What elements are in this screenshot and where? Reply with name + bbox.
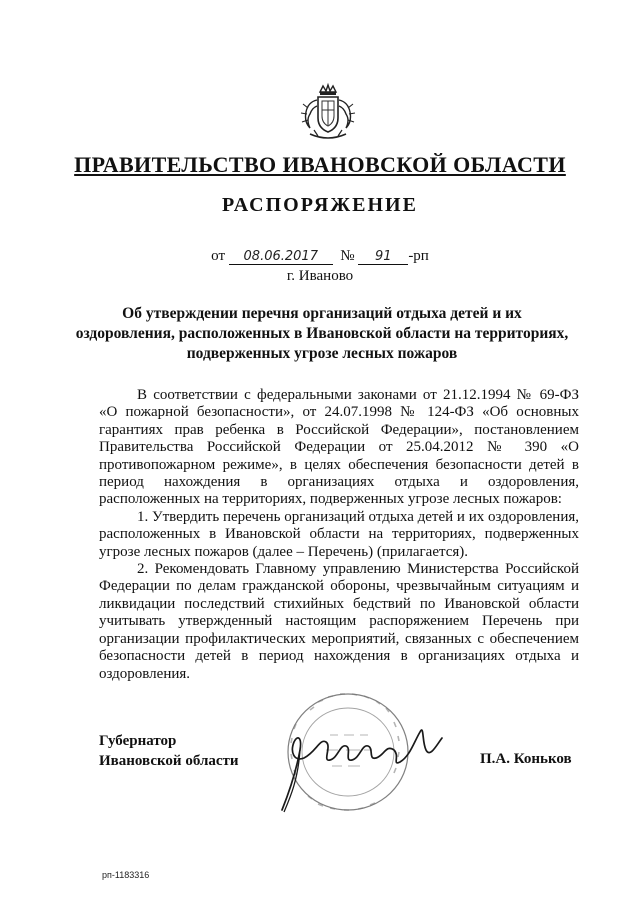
item-2-paragraph: 2. Рекомендовать Главному управлению Министерства Российской Федерации по делам гражданской обороны, чрезвычайным ситуациям и ликвидации последствий стихийных бедствий по Ивановской области учитывать утвержденный настоящим распоряжением Перечень при организации профилактических мероприятий, связанных с обеспечением безопасности детей в период нахождения в организациях отдыха и оздоровления. — [99, 561, 579, 682]
item-1-paragraph: 1. Утвердить перечень организаций отдыха детей и их оздоровления, расположенных в Ивановской области на территориях, подверженных угрозе лесных пожаров (далее – Перечень) (прилагается). — [99, 508, 579, 560]
number-sign: № — [340, 248, 355, 264]
document-city: г. Иваново — [286, 268, 354, 284]
official-seal-icon — [260, 680, 450, 820]
document-code: рп-1183316 — [102, 870, 150, 880]
signer-name: П.А. Коньков — [480, 751, 572, 767]
document-body — [99, 387, 579, 683]
signer-position — [99, 731, 239, 771]
document-number: 91 — [358, 249, 408, 265]
coat-of-arms-icon — [296, 82, 360, 146]
signer-position-line-2: Ивановской области — [99, 753, 239, 769]
document-type: РАСПОРЯЖЕНИЕ — [222, 194, 418, 216]
date-prefix: от — [211, 248, 225, 264]
organization-title: ПРАВИТЕЛЬСТВО ИВАНОВСКОЙ ОБЛАСТИ — [74, 152, 566, 177]
registration-line — [0, 248, 640, 265]
preamble-paragraph: В соответствии с федеральными законами от 21.12.1994 № 69-ФЗ «О пожарной безопасности», от 24.07.1998 № 124-ФЗ «Об основных гарантиях прав ребенка в Российской Федерации», постановлением Правительства Российской Федерации от 25.04.2012 № 390 «О противопожарном режиме», в целях обеспечения безопасности детей в период нахождения в организациях отдыха и оздоровления, расположенных на территориях, подверженных угрозе лесных пожаров: — [99, 387, 579, 508]
signer-position-line-1: Губернатор — [99, 733, 177, 749]
number-suffix: -рп — [408, 248, 429, 264]
document-subject: Об утверждении перечня организаций отдыха детей и их оздоровления, расположенных в Ивановской области на территориях, подверженных угрозе лесных пожаров — [75, 305, 569, 362]
document-date: 08.06.2017 — [229, 249, 333, 265]
